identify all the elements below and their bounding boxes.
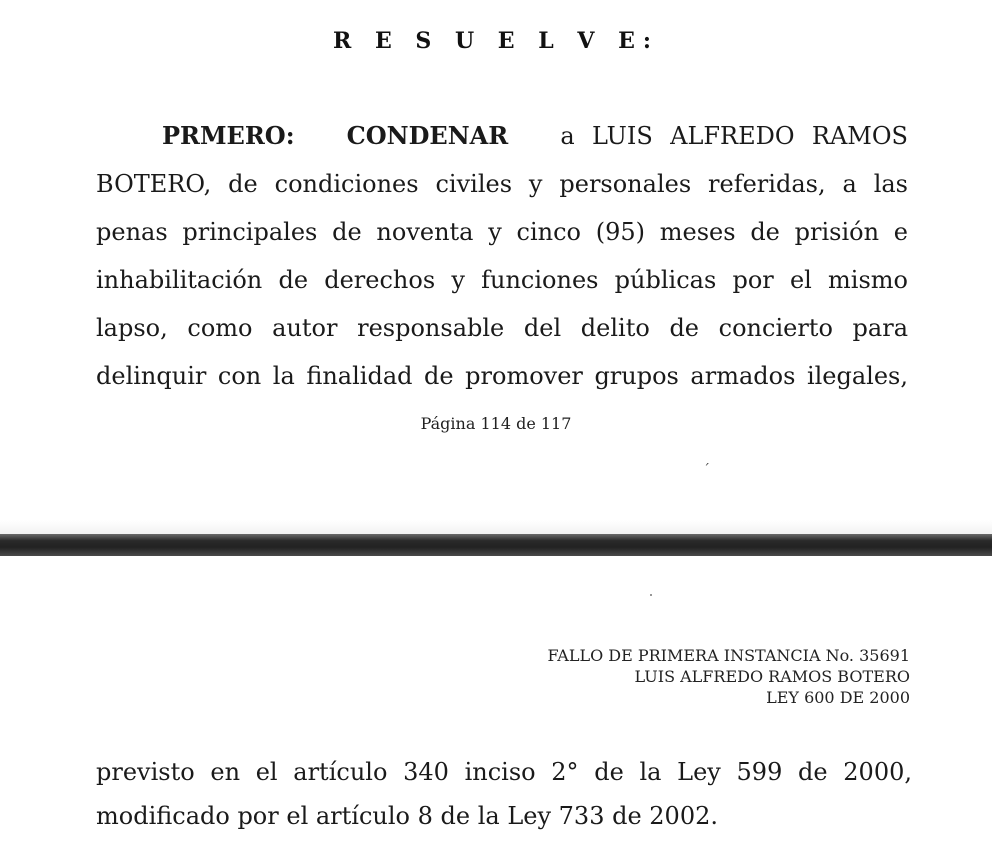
resolution-heading: R E S U E L V E: — [333, 28, 659, 54]
paragraph-line-2: BOTERO, de condiciones civiles y personales referidas, a las — [96, 170, 908, 198]
page-number: Página 114 de 117 — [420, 414, 572, 433]
ordinal-label: PRMERO: — [162, 121, 295, 150]
running-header — [548, 645, 910, 708]
verdict-label: CONDENAR — [346, 121, 509, 150]
continued-line-2: modificado por el artículo 8 de la Ley 733 de 2002. — [96, 802, 718, 830]
paragraph-line-5: lapso, como autor responsable del delito de concierto para — [96, 314, 908, 342]
resolution-paragraph-first — [96, 112, 908, 400]
scan-speck: ˊ — [703, 462, 710, 478]
paragraph-line-6: delinquir con la finalidad de promover grupos armados ilegales, — [96, 362, 908, 390]
paragraph-line-1 — [96, 112, 908, 160]
running-header-law: LEY 600 DE 2000 — [766, 688, 910, 707]
page-break-bar — [0, 534, 992, 556]
continued-line-1: previsto en el artículo 340 inciso 2° de la Ley 599 de 2000, — [96, 758, 912, 786]
page-break-shadow — [0, 520, 992, 534]
scan-dot — [650, 594, 652, 596]
paragraph-line-3: penas principales de noventa y cinco (95) meses de prisión e — [96, 218, 908, 246]
resolution-paragraph-continued — [96, 750, 912, 838]
running-header-case: FALLO DE PRIMERA INSTANCIA No. 35691 — [547, 646, 910, 665]
paragraph-line-4: inhabilitación de derechos y funciones públicas por el mismo — [96, 266, 908, 294]
paragraph-line-1-text: a LUIS ALFREDO RAMOS — [560, 122, 909, 150]
running-header-name: LUIS ALFREDO RAMOS BOTERO — [634, 667, 910, 686]
